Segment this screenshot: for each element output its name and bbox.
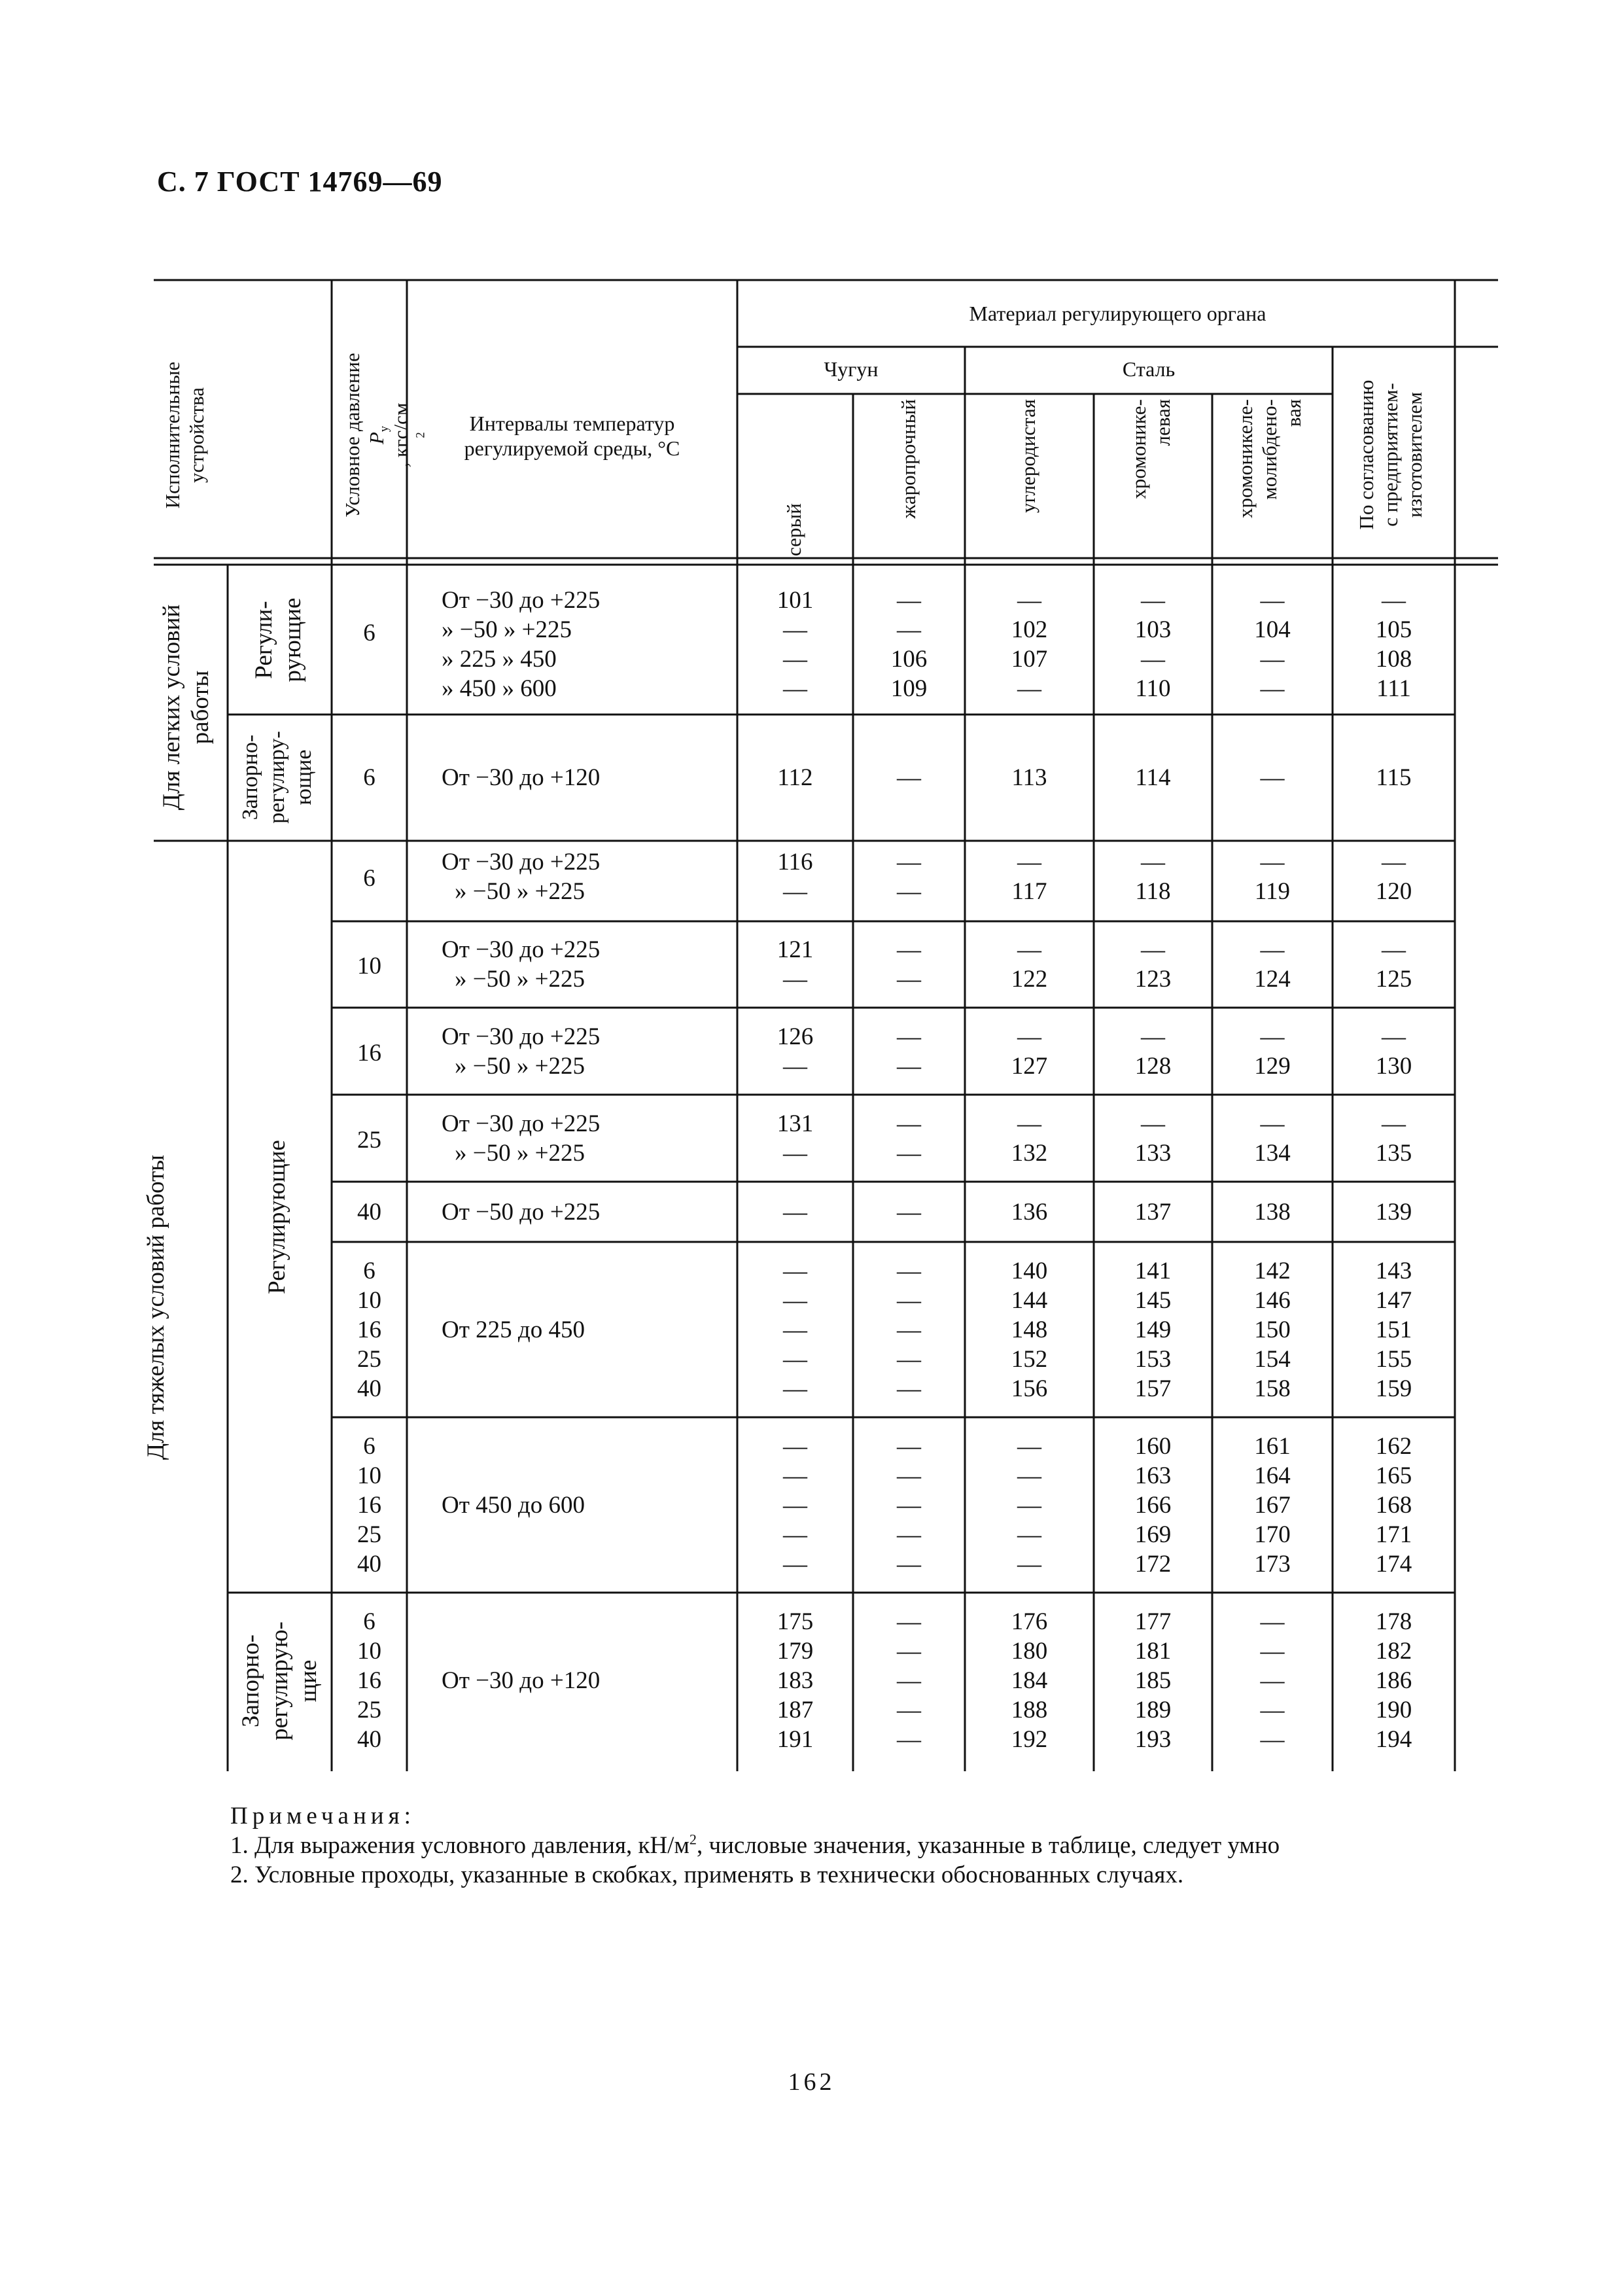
pressure-cell: 6 10 16 25 40 (357, 1608, 381, 1753)
value-cell: — 103 — 110 (1134, 587, 1172, 702)
value-cell: 138 (1254, 1199, 1291, 1226)
value-cell: — 118 (1135, 849, 1171, 905)
value-cell: 126 — (777, 1023, 814, 1080)
header-cast-iron: Чугун (824, 357, 879, 381)
value-cell: — — — — — (1017, 1433, 1041, 1578)
value-cell: 160 163 166 169 172 (1134, 1433, 1172, 1578)
header-pressure: Условное давление $P_у$ , кгс/см $^2$ (341, 353, 428, 518)
page-title: С. 7 ГОСТ 14769—69 (157, 166, 443, 198)
value-cell: — 123 (1134, 936, 1172, 993)
value-cell: 176 180 184 188 192 (1011, 1608, 1048, 1753)
value-cell: — 117 (1011, 849, 1047, 905)
note-1: 1. Для выражения условного давления, $кН/м^2$, числовые значения, указанные в таблице, следует умно (230, 1831, 1280, 1859)
temperature-cell: От −30 до +225 » −50 » +225 (442, 936, 601, 993)
pressure-cell: 6 (363, 764, 375, 791)
group-light-shutoff: Запорно- регулиру- ющие (238, 731, 316, 824)
value-cell: — 129 (1254, 1023, 1291, 1080)
group-heavy-shutoff: Запорно- регулирую- щие (237, 1621, 322, 1740)
temperature-cell: От −30 до +225 » −50 » +225 » 225 » 450 » 450 » 600 (442, 587, 601, 702)
value-cell: — 135 (1375, 1110, 1412, 1167)
value-cell: 142 146 150 154 158 (1254, 1258, 1291, 1402)
temperature-cell: От −30 до +120 (442, 1667, 601, 1694)
value-cell: — 125 (1375, 936, 1412, 993)
value-cell: — (897, 1199, 921, 1226)
pressure-cell: 25 (357, 1127, 381, 1154)
temperature-cell: От −50 до +225 (442, 1199, 601, 1226)
value-cell: 115 (1376, 764, 1412, 791)
value-cell: — (1260, 764, 1285, 791)
value-cell: 161 164 167 170 173 (1254, 1433, 1291, 1578)
value-cell: 137 (1134, 1199, 1172, 1226)
value-cell: 121 — (777, 936, 814, 993)
value-cell: — — (897, 936, 921, 993)
value-cell: — — — — — (783, 1258, 807, 1402)
value-cell: — 104 — — (1254, 587, 1291, 702)
pressure-cell: 6 (363, 620, 375, 646)
value-cell: — — — — — (897, 1258, 921, 1402)
pressure-cell: 40 (357, 1199, 381, 1226)
group-heavy-regulating: Регулирующие (264, 1140, 290, 1294)
value-cell: 131 — (777, 1110, 814, 1167)
value-cell: — 127 (1011, 1023, 1048, 1080)
header-devices: Исполнительные устройства (161, 361, 208, 509)
header-steel: Сталь (1122, 357, 1176, 381)
header-gray: серый (782, 503, 805, 556)
value-cell: 143 147 151 155 159 (1375, 1258, 1412, 1402)
value-cell: — — (897, 1023, 921, 1080)
group-light-regulating: Регули- рующие (251, 597, 306, 682)
temperature-cell: От 225 до 450 (442, 1316, 585, 1343)
group-heavy: Для тяжелых условий работы (143, 1154, 169, 1460)
value-cell: 175 179 183 187 191 (777, 1608, 814, 1753)
value-cell: — 102 107 — (1011, 587, 1048, 702)
value-cell: 114 (1135, 764, 1171, 791)
value-cell: — — — — — (783, 1433, 807, 1578)
value-cell: — 134 (1254, 1110, 1291, 1167)
value-cell: — — — — — (1260, 1608, 1285, 1753)
pressure-cell: 10 (357, 953, 381, 980)
value-cell: 139 (1375, 1199, 1412, 1226)
value-cell: — 120 (1375, 849, 1412, 905)
group-light: Для легких условий работы (158, 604, 214, 811)
value-cell: 162 165 168 171 174 (1375, 1433, 1412, 1578)
value-cell: — 133 (1134, 1110, 1172, 1167)
value-cell: 136 (1011, 1199, 1048, 1226)
notes (230, 1801, 1280, 1890)
temperature-cell: От −30 до +225 » −50 » +225 (442, 1110, 601, 1167)
value-cell: — 130 (1375, 1023, 1412, 1080)
value-cell: 116 — (777, 849, 813, 905)
value-cell: 177 181 185 189 193 (1134, 1608, 1172, 1753)
value-cell: — 122 (1011, 936, 1048, 993)
value-cell: — 132 (1011, 1110, 1048, 1167)
value-cell: — 105 108 111 (1375, 587, 1412, 702)
header-heat-resistant: жаропрочный (897, 399, 920, 519)
header-material: Материал регулирующего органа (969, 302, 1266, 325)
header-chrome-nickel: хромонике- левая (1127, 399, 1174, 499)
pressure-cell: 6 (363, 865, 375, 892)
value-cell: 112 (777, 764, 813, 791)
value-cell: — (897, 764, 921, 791)
value-cell: 101 — — — (777, 587, 814, 702)
header-by-agreement: По согласованию с предприятием- изготовителем (1355, 380, 1426, 530)
temperature-cell: От 450 до 600 (442, 1492, 585, 1519)
pressure-cell: 6 10 16 25 40 (357, 1433, 381, 1578)
value-cell: — — — — — (897, 1608, 921, 1753)
value-cell: 178 182 186 190 194 (1375, 1608, 1412, 1753)
value-cell: — 119 (1254, 849, 1291, 905)
value-cell: — — (897, 1110, 921, 1167)
page-number: 162 (788, 2068, 835, 2096)
value-cell: — — (897, 849, 921, 905)
temperature-cell: От −30 до +225 » −50 » +225 (442, 849, 601, 905)
header-temperature: Интервалы температур регулируемой среды, °C (464, 412, 680, 460)
value-cell: — 124 (1254, 936, 1291, 993)
value-cell: 140 144 148 152 156 (1011, 1258, 1048, 1402)
value-cell: — — 106 109 (890, 587, 928, 702)
temperature-cell: От −30 до +120 (442, 764, 601, 791)
pressure-cell: 16 (357, 1040, 381, 1067)
value-cell: — — — — — (897, 1433, 921, 1578)
value-cell: — 128 (1134, 1023, 1172, 1080)
value-cell: 113 (1011, 764, 1047, 791)
notes-title: Примечания: (230, 1803, 415, 1829)
temperature-cell: От −30 до +225 » −50 » +225 (442, 1023, 601, 1080)
pressure-cell: 6 10 16 25 40 (357, 1258, 381, 1402)
note-2: 2. Условные проходы, указанные в скобках, применять в технически обоснованных случаях. (230, 1862, 1184, 1888)
header-chrome-nickel-moly: хромоникеле- молибдено- вая (1234, 399, 1305, 518)
value-cell: 141 145 149 153 157 (1134, 1258, 1172, 1402)
header-carbon: углеродистая (1017, 399, 1039, 514)
value-cell: — (783, 1199, 807, 1226)
